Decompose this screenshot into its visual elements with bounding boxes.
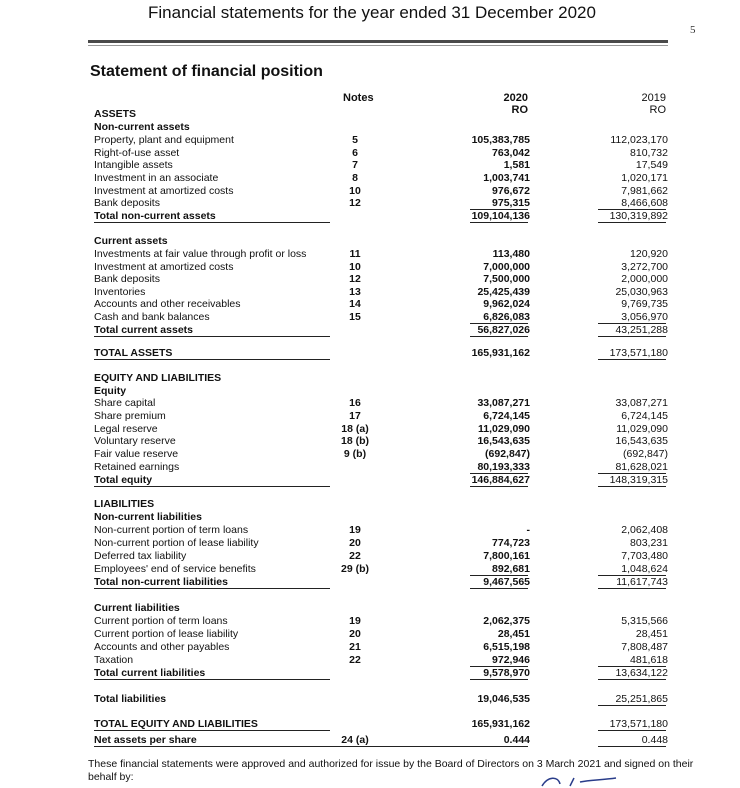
value-2019: 11,029,090: [616, 423, 668, 435]
value-2020: 6,724,145: [483, 410, 530, 422]
table-row: [94, 397, 674, 410]
value-2020: 146,884,627: [471, 474, 530, 486]
table-row: [94, 498, 674, 511]
value-2019: 810,732: [630, 147, 668, 159]
value-2019: 17,549: [635, 159, 668, 171]
value-2020: 11,029,090: [478, 423, 530, 435]
value-2019: 3,056,970: [621, 311, 668, 323]
table-row: [94, 298, 674, 311]
table-row: [94, 615, 674, 628]
row-note: 10: [349, 261, 361, 273]
value-2019: 7,981,662: [621, 185, 668, 197]
value-2019: 481,618: [630, 654, 668, 666]
header-title: Financial statements for the year ended 31 December 2020: [148, 3, 596, 22]
row-note: 24 (a): [341, 734, 369, 746]
value-2019: 7,808,487: [621, 641, 668, 653]
table-row: [94, 461, 674, 474]
row-label: Total non-current assets: [94, 210, 216, 222]
value-2020: 28,451: [497, 628, 530, 640]
value-2020: 7,800,161: [483, 550, 530, 562]
header-rule-thin: [88, 45, 668, 46]
row-label: Bank deposits: [94, 273, 160, 285]
row-note: 8: [352, 172, 358, 184]
row-note: 5: [352, 134, 358, 146]
value-2020: 9,578,970: [483, 667, 530, 679]
row-label: Taxation: [94, 654, 134, 666]
page-number: 5: [690, 24, 696, 36]
row-label: Total equity: [94, 474, 153, 486]
underline: [470, 679, 528, 680]
underline: [94, 679, 330, 680]
row-label: Total non-current liabilities: [94, 576, 228, 588]
row-label: Non-current assets: [94, 121, 190, 133]
row-note: 29 (b): [340, 563, 369, 575]
underline: [470, 746, 528, 747]
value-2019: 1,020,171: [621, 172, 668, 184]
col-2020-year: 2020: [503, 92, 528, 104]
value-2019: 148,319,315: [609, 474, 668, 486]
table-row: [94, 628, 674, 641]
value-2019: 9,769,735: [621, 298, 668, 310]
value-2019: 3,272,700: [621, 261, 668, 273]
row-note: 15: [349, 311, 361, 323]
row-label: Investments at fair value through profit or loss: [94, 248, 307, 260]
row-label: Accounts and other payables: [94, 641, 230, 653]
value-2019: 5,315,566: [621, 615, 668, 627]
row-label: Retained earnings: [94, 461, 180, 473]
row-label: Cash and bank balances: [94, 311, 210, 323]
row-note: 20: [349, 628, 361, 640]
value-2019: 33,087,271: [615, 397, 668, 409]
value-2019: 2,000,000: [621, 273, 668, 285]
value-2020: 763,042: [492, 147, 530, 159]
value-2020: 1,003,741: [483, 172, 530, 184]
row-note: 21: [349, 641, 361, 653]
row-label: Right-of-use asset: [94, 147, 180, 159]
row-note: 12: [349, 197, 361, 209]
table-row: [94, 108, 674, 121]
col-2020-currency: RO: [511, 104, 528, 116]
value-2020: 975,315: [492, 197, 530, 209]
value-2019: 13,634,122: [615, 667, 668, 679]
table-row: [94, 602, 674, 615]
underline: [470, 486, 528, 487]
underline: [94, 730, 330, 731]
underline: [330, 746, 360, 747]
table-row: [94, 172, 674, 185]
value-2020: 892,681: [492, 563, 530, 575]
value-2020: 113,480: [492, 248, 530, 260]
value-2019: 130,319,892: [609, 210, 668, 222]
value-2019: 7,703,480: [621, 550, 668, 562]
row-note: 12: [349, 273, 361, 285]
value-2019: 25,251,865: [615, 693, 668, 705]
table-row: [94, 641, 674, 654]
notes-column-header: Notes: [343, 92, 374, 104]
col-2019-year: 2019: [641, 92, 666, 104]
row-label: Current portion of lease liability: [94, 628, 239, 640]
table-row: [94, 537, 674, 550]
row-label: Investment at amortized costs: [94, 185, 234, 197]
underline: [470, 222, 528, 223]
row-note: 18 (b): [340, 435, 369, 447]
value-2020: 80,193,333: [477, 461, 530, 473]
page-header: [0, 0, 740, 36]
table-row: [94, 435, 674, 448]
row-note: 11: [349, 248, 361, 260]
row-label: Intangible assets: [94, 159, 173, 171]
value-2020: 165,931,162: [471, 718, 530, 730]
value-2020: 2,062,375: [483, 615, 530, 627]
value-2020: 56,827,026: [477, 324, 530, 336]
table-row: [94, 563, 674, 576]
row-label: Employees' end of service benefits: [94, 563, 256, 575]
underline: [598, 705, 666, 706]
value-2019: 81,628,021: [615, 461, 668, 473]
row-label: Fair value reserve: [94, 448, 179, 460]
value-2020: 33,087,271: [477, 397, 530, 409]
value-2020: 7,000,000: [483, 261, 530, 273]
underline: [598, 336, 666, 337]
value-2020: 165,931,162: [471, 347, 530, 359]
row-label: Bank deposits: [94, 197, 160, 209]
row-note: 17: [349, 410, 361, 422]
row-label: Non-current portion of lease liability: [94, 537, 259, 549]
row-note: 18 (a): [341, 423, 369, 435]
underline: [598, 359, 666, 360]
row-label: Current liabilities: [94, 602, 180, 614]
value-2020: 976,672: [492, 185, 530, 197]
col-2019-currency: RO: [649, 104, 666, 116]
row-note: 20: [349, 537, 361, 549]
underline: [470, 588, 528, 589]
underline: [94, 222, 330, 223]
table-row: [94, 197, 674, 210]
underline: [598, 730, 666, 731]
value-2020: 0.444: [503, 734, 530, 746]
row-label: EQUITY AND LIABILITIES: [94, 372, 222, 384]
underline: [94, 486, 330, 487]
table-row: [94, 693, 674, 706]
value-2019: 11,617,743: [616, 576, 668, 588]
value-2019: 120,920: [630, 248, 668, 260]
underline: [598, 486, 666, 487]
row-label: Total liabilities: [94, 693, 167, 705]
row-label: Share capital: [94, 397, 156, 409]
value-2019: 0.448: [641, 734, 668, 746]
footer-note: These financial statements were approved and authorized for issue by the Board of Directors on 3 March 2021 and signed on their behalf by:: [88, 758, 694, 783]
value-2020: 774,723: [492, 537, 530, 549]
row-label: ASSETS: [94, 108, 137, 120]
underline: [94, 336, 330, 337]
table-row: [94, 311, 674, 324]
value-2019: 43,251,288: [615, 324, 668, 336]
row-note: 13: [349, 286, 361, 298]
table-row: [94, 235, 674, 248]
underline: [94, 746, 470, 747]
row-label: Share premium: [94, 410, 166, 422]
statement-title: Statement of financial position: [90, 63, 323, 80]
table-row: [94, 372, 674, 385]
value-2020: 25,425,439: [477, 286, 530, 298]
value-2020: 6,826,083: [483, 311, 530, 323]
value-2020: -: [526, 524, 530, 536]
row-label: Property, plant and equipment: [94, 134, 234, 146]
underline: [598, 746, 666, 747]
value-2020: 109,104,136: [471, 210, 530, 222]
value-2020: (692,847): [485, 448, 530, 460]
underline: [598, 222, 666, 223]
row-note: 9 (b): [343, 448, 367, 460]
row-note: 6: [352, 147, 358, 159]
row-label: Non-current liabilities: [94, 511, 202, 523]
value-2020: 16,543,635: [477, 435, 530, 447]
table-row: [94, 550, 674, 563]
row-label: TOTAL EQUITY AND LIABILITIES: [94, 718, 258, 730]
row-note: 14: [349, 298, 361, 310]
row-label: Voluntary reserve: [94, 435, 176, 447]
row-label: Non-current portion of term loans: [94, 524, 249, 536]
table-row: [94, 159, 674, 172]
row-label: Investment at amortized costs: [94, 261, 234, 273]
row-label: Deferred tax liability: [94, 550, 187, 562]
table-row: [94, 524, 674, 537]
row-label: Inventories: [94, 286, 146, 298]
table-row: [94, 410, 674, 423]
value-2019: 173,571,180: [609, 347, 668, 359]
value-2020: 9,467,565: [483, 576, 530, 588]
underline: [94, 588, 330, 589]
value-2019: 803,231: [630, 537, 668, 549]
row-note: 19: [349, 524, 361, 536]
row-note: 10: [349, 185, 361, 197]
value-2020: 105,383,785: [471, 134, 530, 146]
table-row: [94, 134, 674, 147]
row-label: Investment in an associate: [94, 172, 219, 184]
row-label: Total current assets: [94, 324, 194, 336]
underline: [598, 679, 666, 680]
row-label: Current portion of term loans: [94, 615, 228, 627]
table-row: [94, 248, 674, 261]
value-2020: 1,581: [503, 159, 530, 171]
row-note: 19: [349, 615, 361, 627]
value-2020: 972,946: [492, 654, 530, 666]
value-2019: 25,030,963: [615, 286, 668, 298]
table-row: [94, 273, 674, 286]
header-rule-thick: [88, 40, 668, 43]
value-2019: 1,048,624: [621, 563, 668, 575]
value-2019: 16,543,635: [615, 435, 668, 447]
value-2019: 173,571,180: [609, 718, 668, 730]
table-row: [94, 654, 674, 667]
row-label: Net assets per share: [94, 734, 197, 746]
table-row: [94, 121, 674, 134]
row-label: Legal reserve: [94, 423, 158, 435]
value-2019: 28,451: [635, 628, 668, 640]
row-label: Accounts and other receivables: [94, 298, 241, 310]
table-row: [94, 448, 674, 461]
value-2019: 112,023,170: [610, 134, 668, 146]
signature-mark: [540, 774, 620, 788]
value-2020: 19,046,535: [477, 693, 530, 705]
row-label: LIABILITIES: [94, 498, 155, 510]
value-2019: (692,847): [623, 448, 668, 460]
underline: [94, 359, 330, 360]
row-label: Equity: [94, 385, 127, 397]
value-2019: 8,466,608: [621, 197, 668, 209]
underline: [598, 588, 666, 589]
row-note: 22: [349, 550, 361, 562]
underline: [470, 336, 528, 337]
table-row: [94, 511, 674, 524]
row-note: 22: [349, 654, 361, 666]
value-2020: 7,500,000: [483, 273, 530, 285]
row-note: 16: [349, 397, 361, 409]
value-2020: 6,515,198: [483, 641, 530, 653]
value-2019: 2,062,408: [621, 524, 668, 536]
row-label: Current assets: [94, 235, 168, 247]
row-label: TOTAL ASSETS: [94, 347, 173, 359]
row-note: 7: [352, 159, 358, 171]
value-2019: 6,724,145: [621, 410, 668, 422]
value-2020: 9,962,024: [483, 298, 530, 310]
row-label: Total current liabilities: [94, 667, 206, 679]
